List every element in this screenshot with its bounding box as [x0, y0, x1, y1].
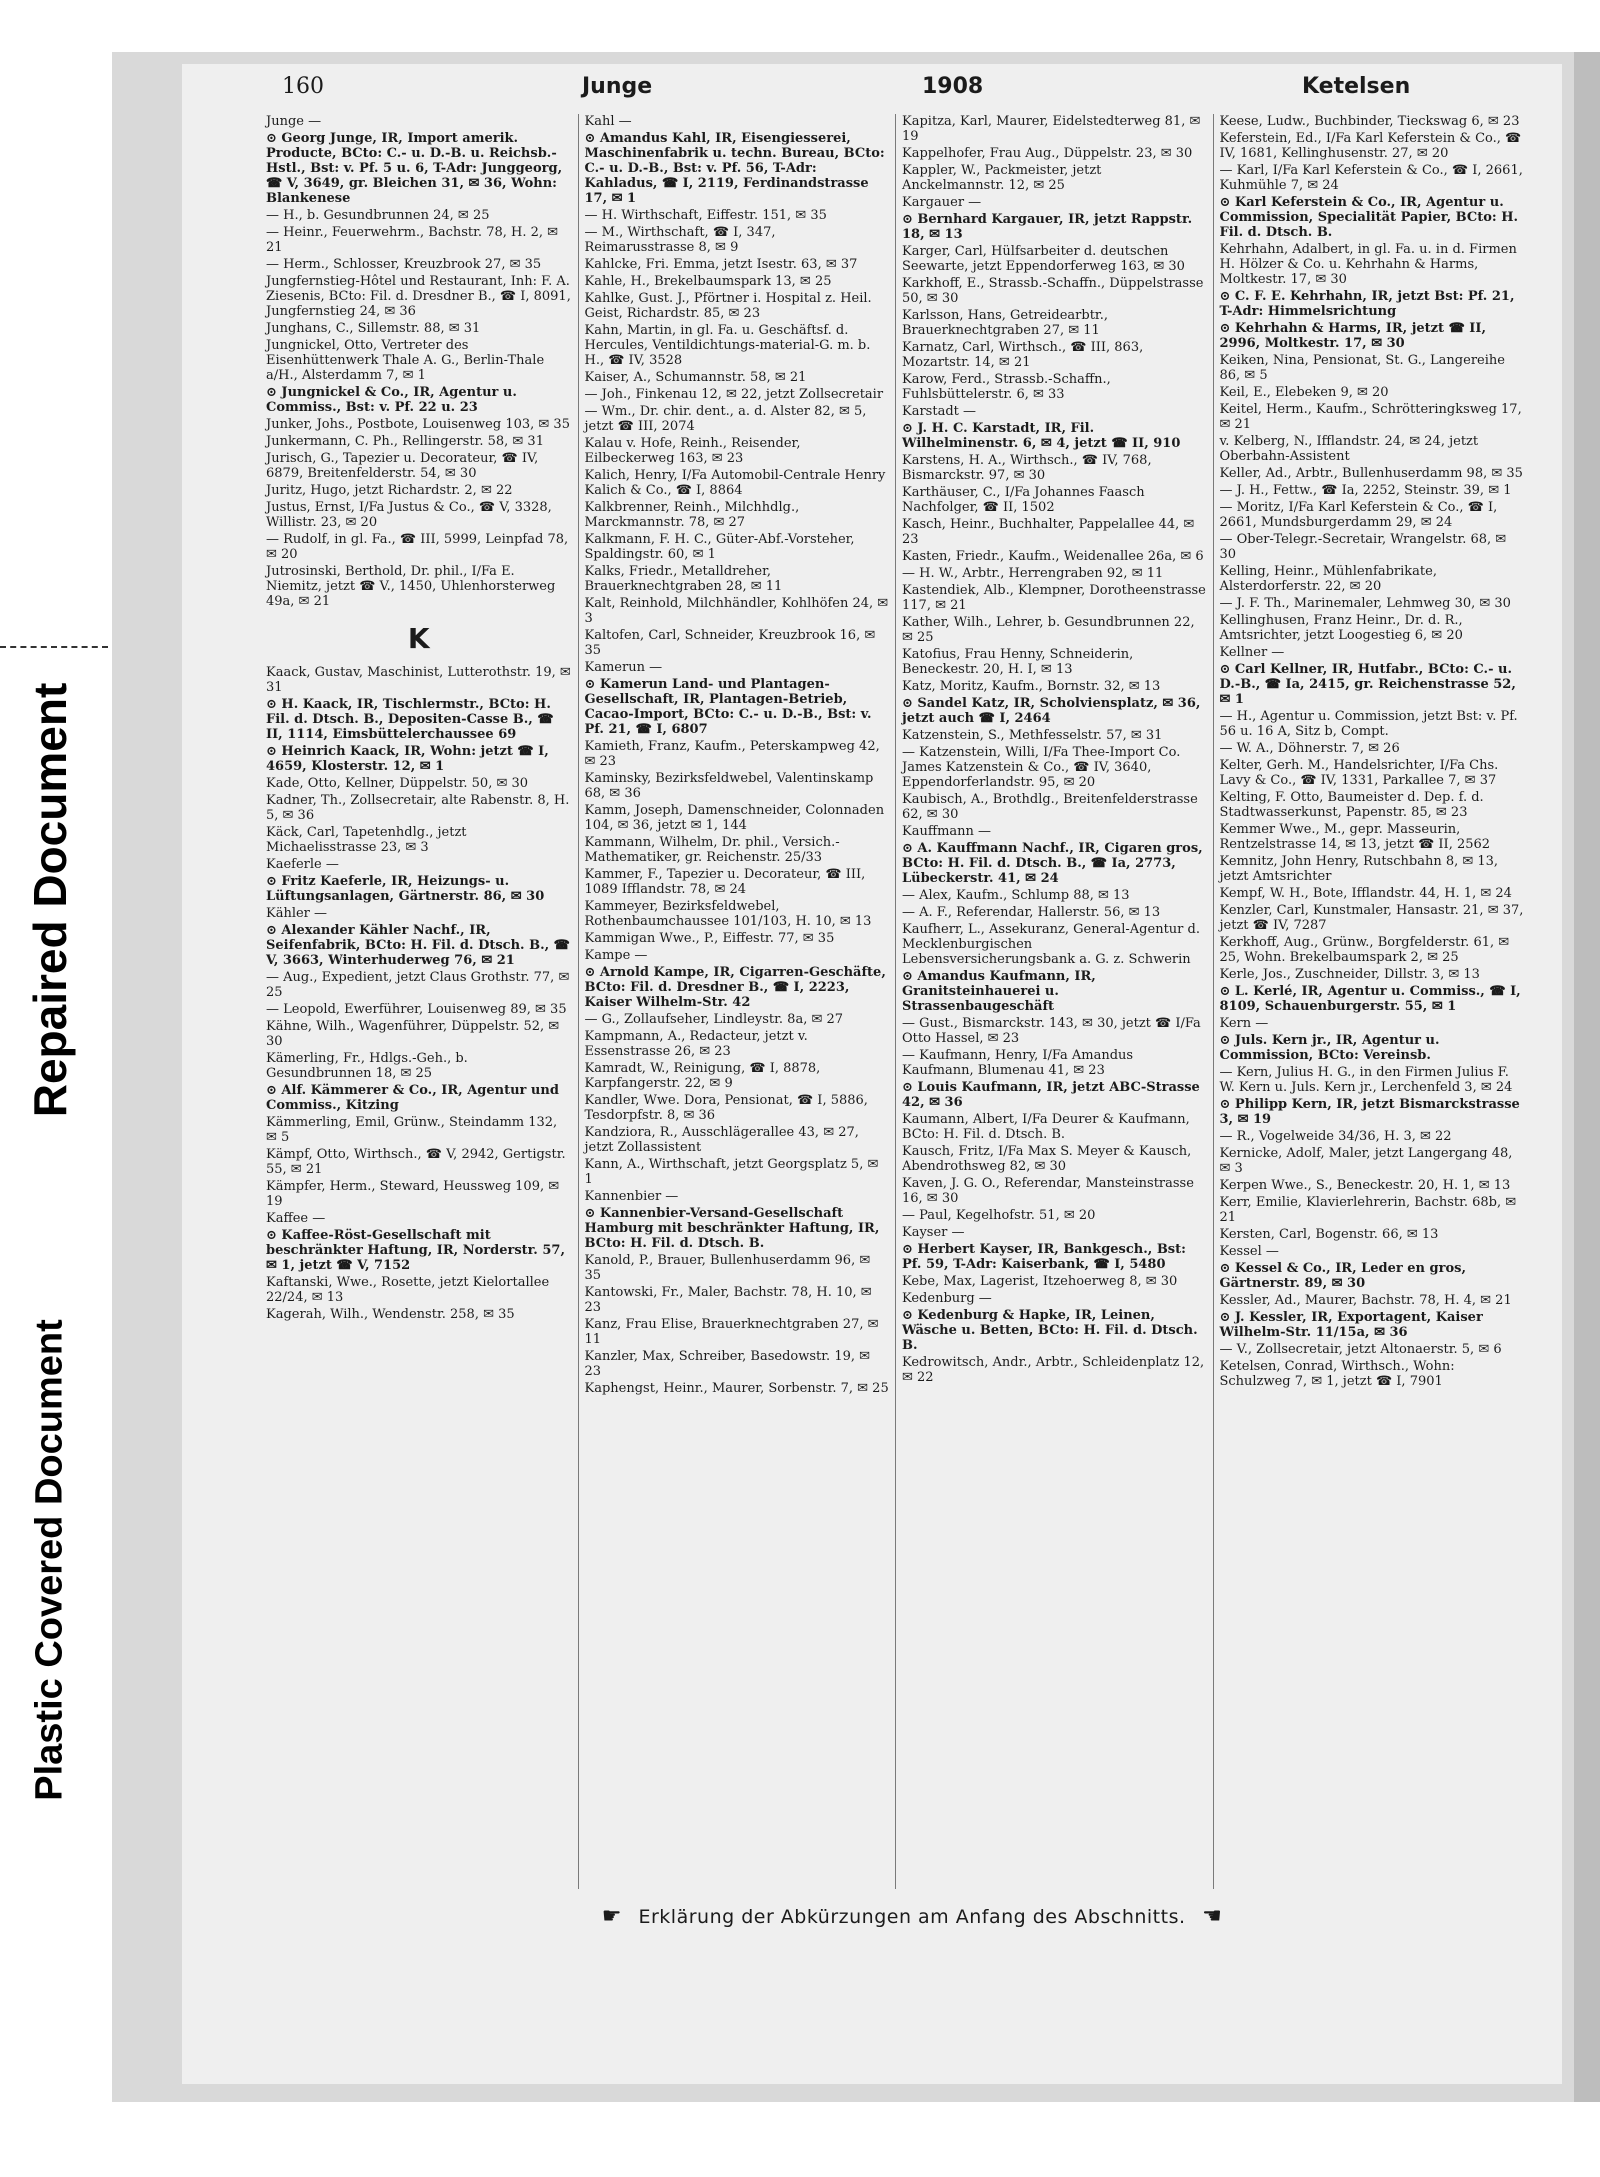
directory-entry: Kersten, Carl, Bogenstr. 66, ✉ 13 [1219, 1227, 1439, 1242]
directory-entry: — Gust., Bismarckstr. 143, ✉ 30, jetzt ☎ I/Fa Otto Hassel, ✉ 23 [902, 1016, 1201, 1046]
directory-entry: Kather, Wilh., Lehrer, b. Gesundbrunnen 22, ✉ 25 [902, 615, 1195, 645]
directory-entry: Kandziora, R., Ausschlägerallee 43, ✉ 27, jetzt Zollassistent [584, 1125, 859, 1155]
directory-entry: Karlsson, Hans, Getreidearbtr., Brauerknechtgraben 27, ✉ 11 [902, 308, 1108, 338]
directory-entry: Kaufherr, L., Assekuranz, General-Agentur d. Mecklenburgischen Lebensversicherungsbank a. G. z. Schwerin [902, 922, 1200, 967]
directory-page [182, 64, 1562, 2084]
directory-entry: Karthäuser, C., I/Fa Johannes Faasch Nachfolger, ☎ II, 1502 [902, 485, 1145, 515]
directory-entry: Kaltofen, Carl, Schneider, Kreuzbrook 16, ✉ 35 [584, 628, 876, 658]
directory-entry: Kessler, Ad., Maurer, Bachstr. 78, H. 4, ✉ 21 [1219, 1293, 1512, 1308]
directory-entry: Kampe — [584, 948, 648, 963]
directory-entry: — Kern, Julius H. G., in den Firmen Julius F. W. Kern u. Juls. Kern jr., Lerchenfeld 3, ✉ 24 [1219, 1065, 1513, 1095]
directory-entry: Kämpfer, Herm., Steward, Heussweg 109, ✉ 19 [266, 1179, 560, 1209]
directory-entry: ⊙ L. Kerlé, IR, Agentur u. Commiss., ☎ I, 8109, Schauenburgerstr. 55, ✉ 1 [1219, 984, 1521, 1014]
side-labels [0, 0, 100, 2177]
directory-entry: ⊙ Fritz Kaeferle, IR, Heizungs- u. Lüftungsanlagen, Gärtnerstr. 86, ✉ 30 [266, 874, 545, 904]
directory-entry: Kannenbier — [584, 1189, 679, 1204]
directory-entry: Kaubisch, A., Brothdlg., Breitenfelderstrasse 62, ✉ 30 [902, 792, 1198, 822]
directory-entry: ⊙ J. H. C. Karstadt, IR, Fil. Wilhelminenstr. 6, ✉ 4, jetzt ☎ II, 910 [902, 421, 1181, 451]
directory-entry: Kernicke, Adolf, Maler, jetzt Langergang 48, ✉ 3 [1219, 1146, 1513, 1176]
page-footer [482, 1904, 1342, 1934]
directory-entry: — Herm., Schlosser, Kreuzbrook 27, ✉ 35 [266, 257, 542, 272]
directory-entry: Kessel — [1219, 1244, 1279, 1259]
directory-entry: Jutrosinski, Berthold, Dr. phil., I/Fa E. Niemitz, jetzt ☎ V., 1450, Uhlenhorsterweg 49a, ✉ 21 [266, 564, 556, 609]
directory-entry: Kerle, Jos., Zuschneider, Dillstr. 3, ✉ 13 [1219, 967, 1480, 982]
directory-entry: Kammeyer, Bezirksfeldwebel, Rothenbaumchaussee 101/103, H. 10, ✉ 13 [584, 899, 872, 929]
directory-entry: Kaffee — [266, 1211, 326, 1226]
directory-entry: Keiken, Nina, Pensionat, St. G., Langereihe 86, ✉ 5 [1219, 353, 1505, 383]
directory-entry: ⊙ Karl Keferstein & Co., IR, Agentur u. Commission, Specialität Papier, BCto: H. Fil. d. Dtsch. B. [1219, 195, 1519, 240]
directory-entry: Kamm, Joseph, Damenschneider, Colonnaden 104, ✉ 36, jetzt ✉ 1, 144 [584, 803, 885, 833]
directory-entry: Karow, Ferd., Strassb.-Schaffn., Fuhlsbüttelerstr. 6, ✉ 33 [902, 372, 1111, 402]
directory-entry: — H., Agentur u. Commission, jetzt Bst: v. Pf. 56 u. 16 A, Sitz b, Compt. [1219, 709, 1518, 739]
directory-entry: Kelting, F. Otto, Baumeister d. Dep. f. d. Stadtwasserkunst, Papenstr. 85, ✉ 23 [1219, 790, 1484, 820]
directory-entry: v. Kelberg, N., Ifflandstr. 24, ✉ 24, jetzt Oberbahn-Assistent [1219, 434, 1479, 464]
directory-entry: Kahlcke, Fri. Emma, jetzt Isestr. 63, ✉ 37 [584, 257, 858, 272]
directory-entry: Kalich, Henry, I/Fa Automobil-Centrale Henry Kalich & Co., ☎ I, 8864 [584, 468, 886, 498]
directory-entry: ⊙ H. Kaack, IR, Tischlermstr., BCto: H. Fil. d. Dtsch. B., Depositen-Casse B., ☎ II, 1114, Eimsbüttelerchaussee 69 [266, 697, 554, 742]
directory-entry: ⊙ Bernhard Kargauer, IR, jetzt Rappstr. 18, ✉ 13 [902, 212, 1193, 242]
directory-entry: ⊙ Alexander Kähler Nachf., IR, Seifenfabrik, BCto: H. Fil. d. Dtsch. B., ☎ V, 3663, Winterhuderweg 76, ✉ 21 [266, 923, 570, 968]
directory-entry: Kern — [1219, 1016, 1269, 1031]
section-letter: K [407, 622, 430, 655]
directory-entry: ⊙ A. Kauffmann Nachf., IR, Cigaren gros, BCto: H. Fil. d. Dtsch. B., ☎ Ia, 2773, Lübeckerstr. 41, ✉ 24 [902, 841, 1203, 886]
directory-entry: Kaiser, A., Schumannstr. 58, ✉ 21 [584, 370, 807, 385]
directory-entry: Kämpf, Otto, Wirthsch., ☎ V, 2942, Gertigstr. 55, ✉ 21 [266, 1147, 566, 1177]
directory-entry: Keller, Ad., Arbtr., Bullenhuserdamm 98, ✉ 35 [1219, 466, 1523, 481]
directory-entry: Junker, Johs., Postbote, Louisenweg 103, ✉ 35 [266, 417, 570, 432]
directory-entry: Kähler — [266, 906, 328, 921]
column-1 [260, 114, 578, 1889]
directory-entry: Käck, Carl, Tapetenhdlg., jetzt Michaelisstrasse 23, ✉ 3 [266, 825, 467, 855]
directory-entry: ⊙ C. F. E. Kehrhahn, IR, jetzt Bst: Pf. 21, T-Adr: Himmelsrichtung [1219, 289, 1515, 319]
directory-entry: ⊙ Kessel & Co., IR, Leder en gros, Gärtnerstr. 89, ✉ 30 [1219, 1261, 1466, 1291]
directory-entry: — Katzenstein, Willi, I/Fa Thee-Import Co. James Katzenstein & Co., ☎ IV, 3640, Eppendorferlandstr. 95, ✉ 20 [902, 745, 1181, 790]
directory-entry: Katz, Moritz, Kaufm., Bornstr. 32, ✉ 13 [902, 679, 1161, 694]
directory-entry: ⊙ Heinrich Kaack, IR, Wohn: jetzt ☎ I, 4659, Klosterstr. 12, ✉ 1 [266, 744, 549, 774]
directory-entry: Kahle, H., Brekelbaumspark 13, ✉ 25 [584, 274, 832, 289]
directory-entry: — Joh., Finkenau 12, ✉ 22, jetzt Zollsecretair [584, 387, 884, 402]
column-3 [895, 114, 1213, 1889]
page-number: 160 [282, 74, 324, 99]
directory-entry: Karstadt — [902, 404, 977, 419]
directory-entry: Kanz, Frau Elise, Brauerknechtgraben 27, ✉ 11 [584, 1317, 879, 1347]
directory-entry: ⊙ Kedenburg & Hapke, IR, Leinen, Wäsche u. Betten, BCto: H. Fil. d. Dtsch. B. [902, 1308, 1198, 1353]
directory-entry: — V., Zollsecretair, jetzt Altonaerstr. 5, ✉ 6 [1219, 1342, 1502, 1357]
directory-entry: Kalks, Friedr., Metalldreher, Brauerknechtgraben 28, ✉ 11 [584, 564, 783, 594]
directory-entry: Kalau v. Hofe, Reinh., Reisender, Eilbeckerweg 163, ✉ 23 [584, 436, 801, 466]
directory-entry: ⊙ Amandus Kaufmann, IR, Granitsteinhauerei u. Strassenbaugeschäft [902, 969, 1096, 1014]
directory-columns [260, 114, 1530, 1889]
directory-entry: ⊙ Louis Kaufmann, IR, jetzt ABC-Strasse 42, ✉ 36 [902, 1080, 1200, 1110]
directory-entry: Kedrowitsch, Andr., Arbtr., Schleidenplatz 12, ✉ 22 [902, 1355, 1205, 1385]
directory-entry: — Alex, Kaufm., Schlump 88, ✉ 13 [902, 888, 1130, 903]
directory-entry: Jungnickel, Otto, Vertreter des Eisenhüttenwerk Thale A. G., Berlin-Thale a/H., Alsterdamm 7, ✉ 1 [266, 338, 545, 383]
directory-entry: — Aug., Expedient, jetzt Claus Grothstr. 77, ✉ 25 [266, 970, 570, 1000]
directory-entry: Kade, Otto, Kellner, Düppelstr. 50, ✉ 30 [266, 776, 529, 791]
directory-entry: ⊙ Jungnickel & Co., IR, Agentur u. Commiss., Bst: v. Pf. 22 u. 23 [266, 385, 517, 415]
directory-entry: Kehrhahn, Adalbert, in gl. Fa. u. in d. Firmen H. Hölzer & Co. u. Kehrhahn & Harms, Moltkestr. 17, ✉ 30 [1219, 242, 1517, 287]
directory-entry: Kaumann, Albert, I/Fa Deurer & Kaufmann, BCto: H. Fil. d. Dtsch. B. [902, 1112, 1190, 1142]
directory-entry: — G., Zollaufseher, Lindleystr. 8a, ✉ 27 [584, 1012, 844, 1027]
directory-entry: Keese, Ludw., Buchbinder, Tieckswag 6, ✉ 23 [1219, 114, 1520, 129]
directory-entry: Kampmann, A., Redacteur, jetzt v. Essenstrasse 26, ✉ 23 [584, 1029, 808, 1059]
column-4 [1213, 114, 1531, 1889]
directory-entry: Kauffmann — [902, 824, 992, 839]
page-header [282, 74, 1512, 108]
directory-entry: Kammer, F., Tapezier u. Decorateur, ☎ III, 1089 Ifflandstr. 78, ✉ 24 [584, 867, 866, 897]
directory-entry: Kann, A., Wirthschaft, jetzt Georgsplatz 5, ✉ 1 [584, 1157, 879, 1187]
directory-entry: Keitel, Herm., Kaufm., Schrötteringksweg 17, ✉ 21 [1219, 402, 1522, 432]
directory-entry: Kämerling, Fr., Hdlgs.-Geh., b. Gesundbrunnen 18, ✉ 25 [266, 1051, 468, 1081]
header-left-name: Junge [582, 74, 653, 99]
directory-entry: ⊙ Kaffee-Röst-Gesellschaft mit beschränkter Haftung, IR, Norderstr. 57, ✉ 1, jetzt ☎ V, 7152 [266, 1228, 565, 1273]
directory-entry: Kalkmann, F. H. C., Güter-Abf.-Vorsteher, Spaldingstr. 60, ✉ 1 [584, 532, 855, 562]
directory-entry: Junge — [266, 114, 322, 129]
directory-entry: Kerkhoff, Aug., Grünw., Borgfelderstr. 61, ✉ 25, Wohn. Brekelbaumspark 2, ✉ 25 [1219, 935, 1510, 965]
scan-edge [1574, 52, 1600, 2102]
directory-entry: Kahl — [584, 114, 632, 129]
directory-entry: Kempf, W. H., Bote, Ifflandstr. 44, H. 1, ✉ 24 [1219, 886, 1512, 901]
directory-entry: — Rudolf, in gl. Fa., ☎ III, 5999, Leinpfad 78, ✉ 20 [266, 532, 569, 562]
directory-entry: Junghans, C., Sillemstr. 88, ✉ 31 [266, 321, 481, 336]
directory-entry: ⊙ Juls. Kern jr., IR, Agentur u. Commission, BCto: Vereinsb. [1219, 1033, 1440, 1063]
directory-entry: Kayser — [902, 1225, 965, 1240]
pointing-hand-right-icon: ☚ [1202, 1904, 1223, 1929]
directory-entry: Kebe, Max, Lagerist, Itzehoerweg 8, ✉ 30 [902, 1274, 1178, 1289]
directory-entry: Kalt, Reinhold, Milchhändler, Kohlhöfen 24, ✉ 3 [584, 596, 889, 626]
directory-entry: — Paul, Kegelhofstr. 51, ✉ 20 [902, 1208, 1096, 1223]
directory-entry: Kamerun — [584, 660, 663, 675]
directory-entry: Kaminsky, Bezirksfeldwebel, Valentinskamp 68, ✉ 36 [584, 771, 874, 801]
directory-entry: Juritz, Hugo, jetzt Richardstr. 2, ✉ 22 [266, 483, 513, 498]
directory-entry: Kasch, Heinr., Buchhalter, Pappelallee 44, ✉ 23 [902, 517, 1195, 547]
directory-entry: Kagerah, Wilh., Wendenstr. 258, ✉ 35 [266, 1307, 515, 1322]
directory-entry: — Moritz, I/Fa Karl Keferstein & Co., ☎ I, 2661, Mundsburgerdamm 29, ✉ 24 [1219, 500, 1498, 530]
directory-entry: Kaack, Gustav, Maschinist, Lutterothstr. 19, ✉ 31 [266, 665, 571, 695]
directory-entry: Kantowski, Fr., Maler, Bachstr. 78, H. 10, ✉ 23 [584, 1285, 872, 1315]
directory-entry: Kahlke, Gust. J., Pförtner i. Hospital z. Heil. Geist, Richardstr. 85, ✉ 23 [584, 291, 872, 321]
repaired-document-label: Repaired Document [24, 682, 76, 1118]
directory-entry: Karstens, H. A., Wirthsch., ☎ IV, 768, Bismarckstr. 97, ✉ 30 [902, 453, 1152, 483]
directory-entry: ⊙ Georg Junge, IR, Import amerik. Producte, BCto: C.- u. D.-B. u. Reichsb.- Hstl., Bst: v. Pf. 5 u. 6, T-Adr: Junggeorg, ☎ V, 3649, gr. Bleichen 31, ✉ 36, Wohn: Blankenese [266, 131, 563, 206]
scanned-page-frame [112, 52, 1574, 2102]
directory-entry: ⊙ Alf. Kämmerer & Co., IR, Agentur und Commiss., Kitzing [266, 1083, 559, 1113]
directory-entry: ⊙ Sandel Katz, IR, Scholviensplatz, ✉ 36, jetzt auch ☎ I, 2464 [902, 696, 1201, 726]
directory-entry: ⊙ Kamerun Land- und Plantagen-Gesellschaft, IR, Plantagen-Betrieb, Cacao-Import, BCto: C.- u. D.-B., Bst: v. Pf. 21, ☎ I, 6807 [584, 677, 872, 737]
directory-entry: Ketelsen, Conrad, Wirthsch., Wohn: Schulzweg 7, ✉ 1, jetzt ☎ I, 7901 [1219, 1359, 1455, 1389]
directory-entry: ⊙ Herbert Kayser, IR, Bankgesch., Bst: Pf. 59, T-Adr: Kaiserbank, ☎ I, 5480 [902, 1242, 1186, 1272]
directory-entry: — Ober-Telegr.-Secretair, Wrangelstr. 68, ✉ 30 [1219, 532, 1507, 562]
directory-entry: Kelter, Gerh. M., Handelsrichter, I/Fa Chs. Lavy & Co., ☎ IV, 1331, Parkallee 7, ✉ 37 [1219, 758, 1499, 788]
directory-entry: Kasten, Friedr., Kaufm., Weidenallee 26a, ✉ 6 [902, 549, 1204, 564]
directory-entry: Kadner, Th., Zollsecretair, alte Rabenstr. 8, H. 5, ✉ 36 [266, 793, 570, 823]
directory-entry: — Wm., Dr. chir. dent., a. d. Alster 82, ✉ 5, jetzt ☎ III, 2074 [584, 404, 867, 434]
directory-entry: Kahn, Martin, in gl. Fa. u. Geschäftsf. d. Hercules, Ventildichtungs-material-G. m. b. H., ☎ IV, 3528 [584, 323, 871, 368]
footer-note: Erklärung der Abkürzungen am Anfang des Abschnitts. [638, 1906, 1186, 1928]
directory-entry: ⊙ Arnold Kampe, IR, Cigarren-Geschäfte, BCto: Fil. d. Dresdner B., ☎ I, 2223, Kaiser Wilhelm-Str. 42 [584, 965, 886, 1010]
directory-entry: Kapitza, Karl, Maurer, Eidelstedterweg 81, ✉ 19 [902, 114, 1201, 144]
directory-entry: ⊙ Kannenbier-Versand-Gesellschaft Hamburg mit beschränkter Haftung, IR, BCto: H. Fil. d. Dtsch. B. [584, 1206, 880, 1251]
directory-entry: — A. F., Referendar, Hallerstr. 56, ✉ 13 [902, 905, 1161, 920]
plastic-covered-document-label: Plastic Covered Document [28, 1319, 71, 1801]
directory-entry: — Heinr., Feuerwehrm., Bachstr. 78, H. 2, ✉ 21 [266, 225, 559, 255]
directory-entry: Kammigan Wwe., P., Eiffestr. 77, ✉ 35 [584, 931, 835, 946]
directory-entry: Kämmerling, Emil, Grünw., Steindamm 132, ✉ 5 [266, 1115, 558, 1145]
directory-entry: ⊙ Carl Kellner, IR, Hutfabr., BCto: C.- u. D.-B., ☎ Ia, 2415, gr. Reichenstrasse 52, ✉ 1 [1219, 662, 1516, 707]
directory-entry: — Kaufmann, Henry, I/Fa Amandus Kaufmann, Blumenau 41, ✉ 23 [902, 1048, 1134, 1078]
directory-entry: Keil, E., Elebeken 9, ✉ 20 [1219, 385, 1389, 400]
directory-entry: Kappelhofer, Frau Aug., Düppelstr. 23, ✉ 30 [902, 146, 1193, 161]
directory-entry: Kanold, P., Brauer, Bullenhuserdamm 96, ✉ 35 [584, 1253, 871, 1283]
directory-entry: — Leopold, Ewerführer, Louisenweg 89, ✉ 35 [266, 1002, 567, 1017]
column-2 [578, 114, 896, 1889]
directory-entry: ⊙ Amandus Kahl, IR, Eisengiesserei, Maschinenfabrik u. techn. Bureau, BCto: C.- u. D.-B., Bst: v. Pf. 56, T-Adr: Kahladus, ☎ I, 2119, Ferdinandstrasse 17, ✉ 1 [584, 131, 885, 206]
directory-entry: Kellinghusen, Franz Heinr., Dr. d. R., Amtsrichter, jetzt Loogestieg 6, ✉ 20 [1219, 613, 1463, 643]
directory-entry: Kenzler, Carl, Kunstmaler, Hansastr. 21, ✉ 37, jetzt ☎ IV, 7287 [1219, 903, 1524, 933]
directory-entry: — R., Vogelweide 34/36, H. 3, ✉ 22 [1219, 1129, 1452, 1144]
directory-entry: Kammann, Wilhelm, Dr. phil., Versich.-Mathematiker, gr. Reichenstr. 25/33 [584, 835, 840, 865]
header-right-name: Ketelsen [1302, 74, 1411, 99]
pointing-hand-left-icon: ☛ [601, 1904, 622, 1929]
directory-entry: Kappler, W., Packmeister, jetzt Anckelmannstr. 12, ✉ 25 [902, 163, 1102, 193]
directory-entry: — W. A., Döhnerstr. 7, ✉ 26 [1219, 741, 1400, 756]
directory-entry: Karkhoff, E., Strassb.-Schaffn., Düppelstrasse 50, ✉ 30 [902, 276, 1204, 306]
directory-entry: Kargauer — [902, 195, 982, 210]
directory-entry: Keferstein, Ed., I/Fa Karl Keferstein & Co., ☎ IV, 1681, Kellinghusenstr. 27, ✉ 20 [1219, 131, 1522, 161]
directory-entry: Kaeferle — [266, 857, 339, 872]
directory-entry: — J. H., Fettw., ☎ Ia, 2252, Steinstr. 39, ✉ 1 [1219, 483, 1512, 498]
directory-entry: ⊙ J. Kessler, IR, Exportagent, Kaiser Wilhelm-Str. 11/15a, ✉ 36 [1219, 1310, 1483, 1340]
directory-entry: Jurisch, G., Tapezier u. Decorateur, ☎ IV, 6879, Breitenfelderstr. 54, ✉ 30 [266, 451, 539, 481]
directory-entry: Kähne, Wilh., Wagenführer, Düppelstr. 52, ✉ 30 [266, 1019, 560, 1049]
cut-line-left [0, 646, 108, 648]
directory-entry: ⊙ Kehrhahn & Harms, IR, jetzt ☎ II, 2996, Moltkestr. 17, ✉ 30 [1219, 321, 1486, 351]
directory-entry: Kaven, J. G. O., Referendar, Mansteinstrasse 16, ✉ 30 [902, 1176, 1194, 1206]
directory-entry: Kedenburg — [902, 1291, 992, 1306]
directory-entry: Justus, Ernst, I/Fa Justus & Co., ☎ V, 3328, Willistr. 23, ✉ 20 [266, 500, 552, 530]
directory-entry: Kaftanski, Wwe., Rosette, jetzt Kielortallee 22/24, ✉ 13 [266, 1275, 550, 1305]
directory-entry: — H. W., Arbtr., Herrengraben 92, ✉ 11 [902, 566, 1164, 581]
directory-entry: Kemmer Wwe., M., gepr. Masseurin, Rentzelstrasse 14, ✉ 13, jetzt ☎ II, 2562 [1219, 822, 1491, 852]
directory-entry: Kamieth, Franz, Kaufm., Peterskampweg 42, ✉ 23 [584, 739, 880, 769]
directory-entry: — J. F. Th., Marinemaler, Lehmweg 30, ✉ 30 [1219, 596, 1511, 611]
directory-entry: Karnatz, Carl, Wirthsch., ☎ III, 863, Mozartstr. 14, ✉ 21 [902, 340, 1144, 370]
directory-entry: Kaphengst, Heinr., Maurer, Sorbenstr. 7, ✉ 25 [584, 1381, 889, 1396]
directory-entry: ⊙ Philipp Kern, IR, jetzt Bismarckstrasse 3, ✉ 19 [1219, 1097, 1520, 1127]
directory-entry: Jungfernstieg-Hôtel und Restaurant, Inh: F. A. Ziesenis, BCto: Fil. d. Dresdner B., ☎ I, 8091, Jungfernstieg 24, ✉ 36 [266, 274, 571, 319]
directory-entry: Kelling, Heinr., Mühlenfabrikate, Alsterdorferstr. 22, ✉ 20 [1219, 564, 1437, 594]
directory-entry: Kausch, Fritz, I/Fa Max S. Meyer & Kausch, Abendrothsweg 82, ✉ 30 [902, 1144, 1192, 1174]
directory-entry: — M., Wirthschaft, ☎ I, 347, Reimarusstrasse 8, ✉ 9 [584, 225, 776, 255]
directory-entry: — Karl, I/Fa Karl Keferstein & Co., ☎ I, 2661, Kuhmühle 7, ✉ 24 [1219, 163, 1523, 193]
directory-entry: — H., b. Gesundbrunnen 24, ✉ 25 [266, 208, 490, 223]
directory-entry: Kanzler, Max, Schreiber, Basedowstr. 19, ✉ 23 [584, 1349, 871, 1379]
header-year: 1908 [922, 74, 984, 99]
directory-entry: Katofius, Frau Henny, Schneiderin, Beneckestr. 20, H. I, ✉ 13 [902, 647, 1134, 677]
directory-entry: Kamradt, W., Reinigung, ☎ I, 8878, Karpfangerstr. 22, ✉ 9 [584, 1061, 821, 1091]
directory-entry: Karger, Carl, Hülfsarbeiter d. deutschen Seewarte, jetzt Eppendorferweg 163, ✉ 30 [902, 244, 1185, 274]
directory-entry: Kalkbrenner, Reinh., Milchhdlg., Marckmannstr. 78, ✉ 27 [584, 500, 800, 530]
directory-entry: Kerpen Wwe., S., Beneckestr. 20, H. 1, ✉ 13 [1219, 1178, 1511, 1193]
directory-entry: Kerr, Emilie, Klavierlehrerin, Bachstr. 68b, ✉ 21 [1219, 1195, 1517, 1225]
directory-entry: — H. Wirthschaft, Eiffestr. 151, ✉ 35 [584, 208, 827, 223]
directory-entry: Kastendiek, Alb., Klempner, Dorotheenstrasse 117, ✉ 21 [902, 583, 1206, 613]
directory-entry: Katzenstein, S., Methfesselstr. 57, ✉ 31 [902, 728, 1163, 743]
directory-entry: Kellner — [1219, 645, 1285, 660]
directory-entry: Kandler, Wwe. Dora, Pensionat, ☎ I, 5886, Tesdorpfstr. 8, ✉ 36 [584, 1093, 868, 1123]
directory-entry: Junkermann, C. Ph., Rellingerstr. 58, ✉ 31 [266, 434, 544, 449]
directory-entry: Kemnitz, John Henry, Rutschbahn 8, ✉ 13, jetzt Amtsrichter [1219, 854, 1499, 884]
